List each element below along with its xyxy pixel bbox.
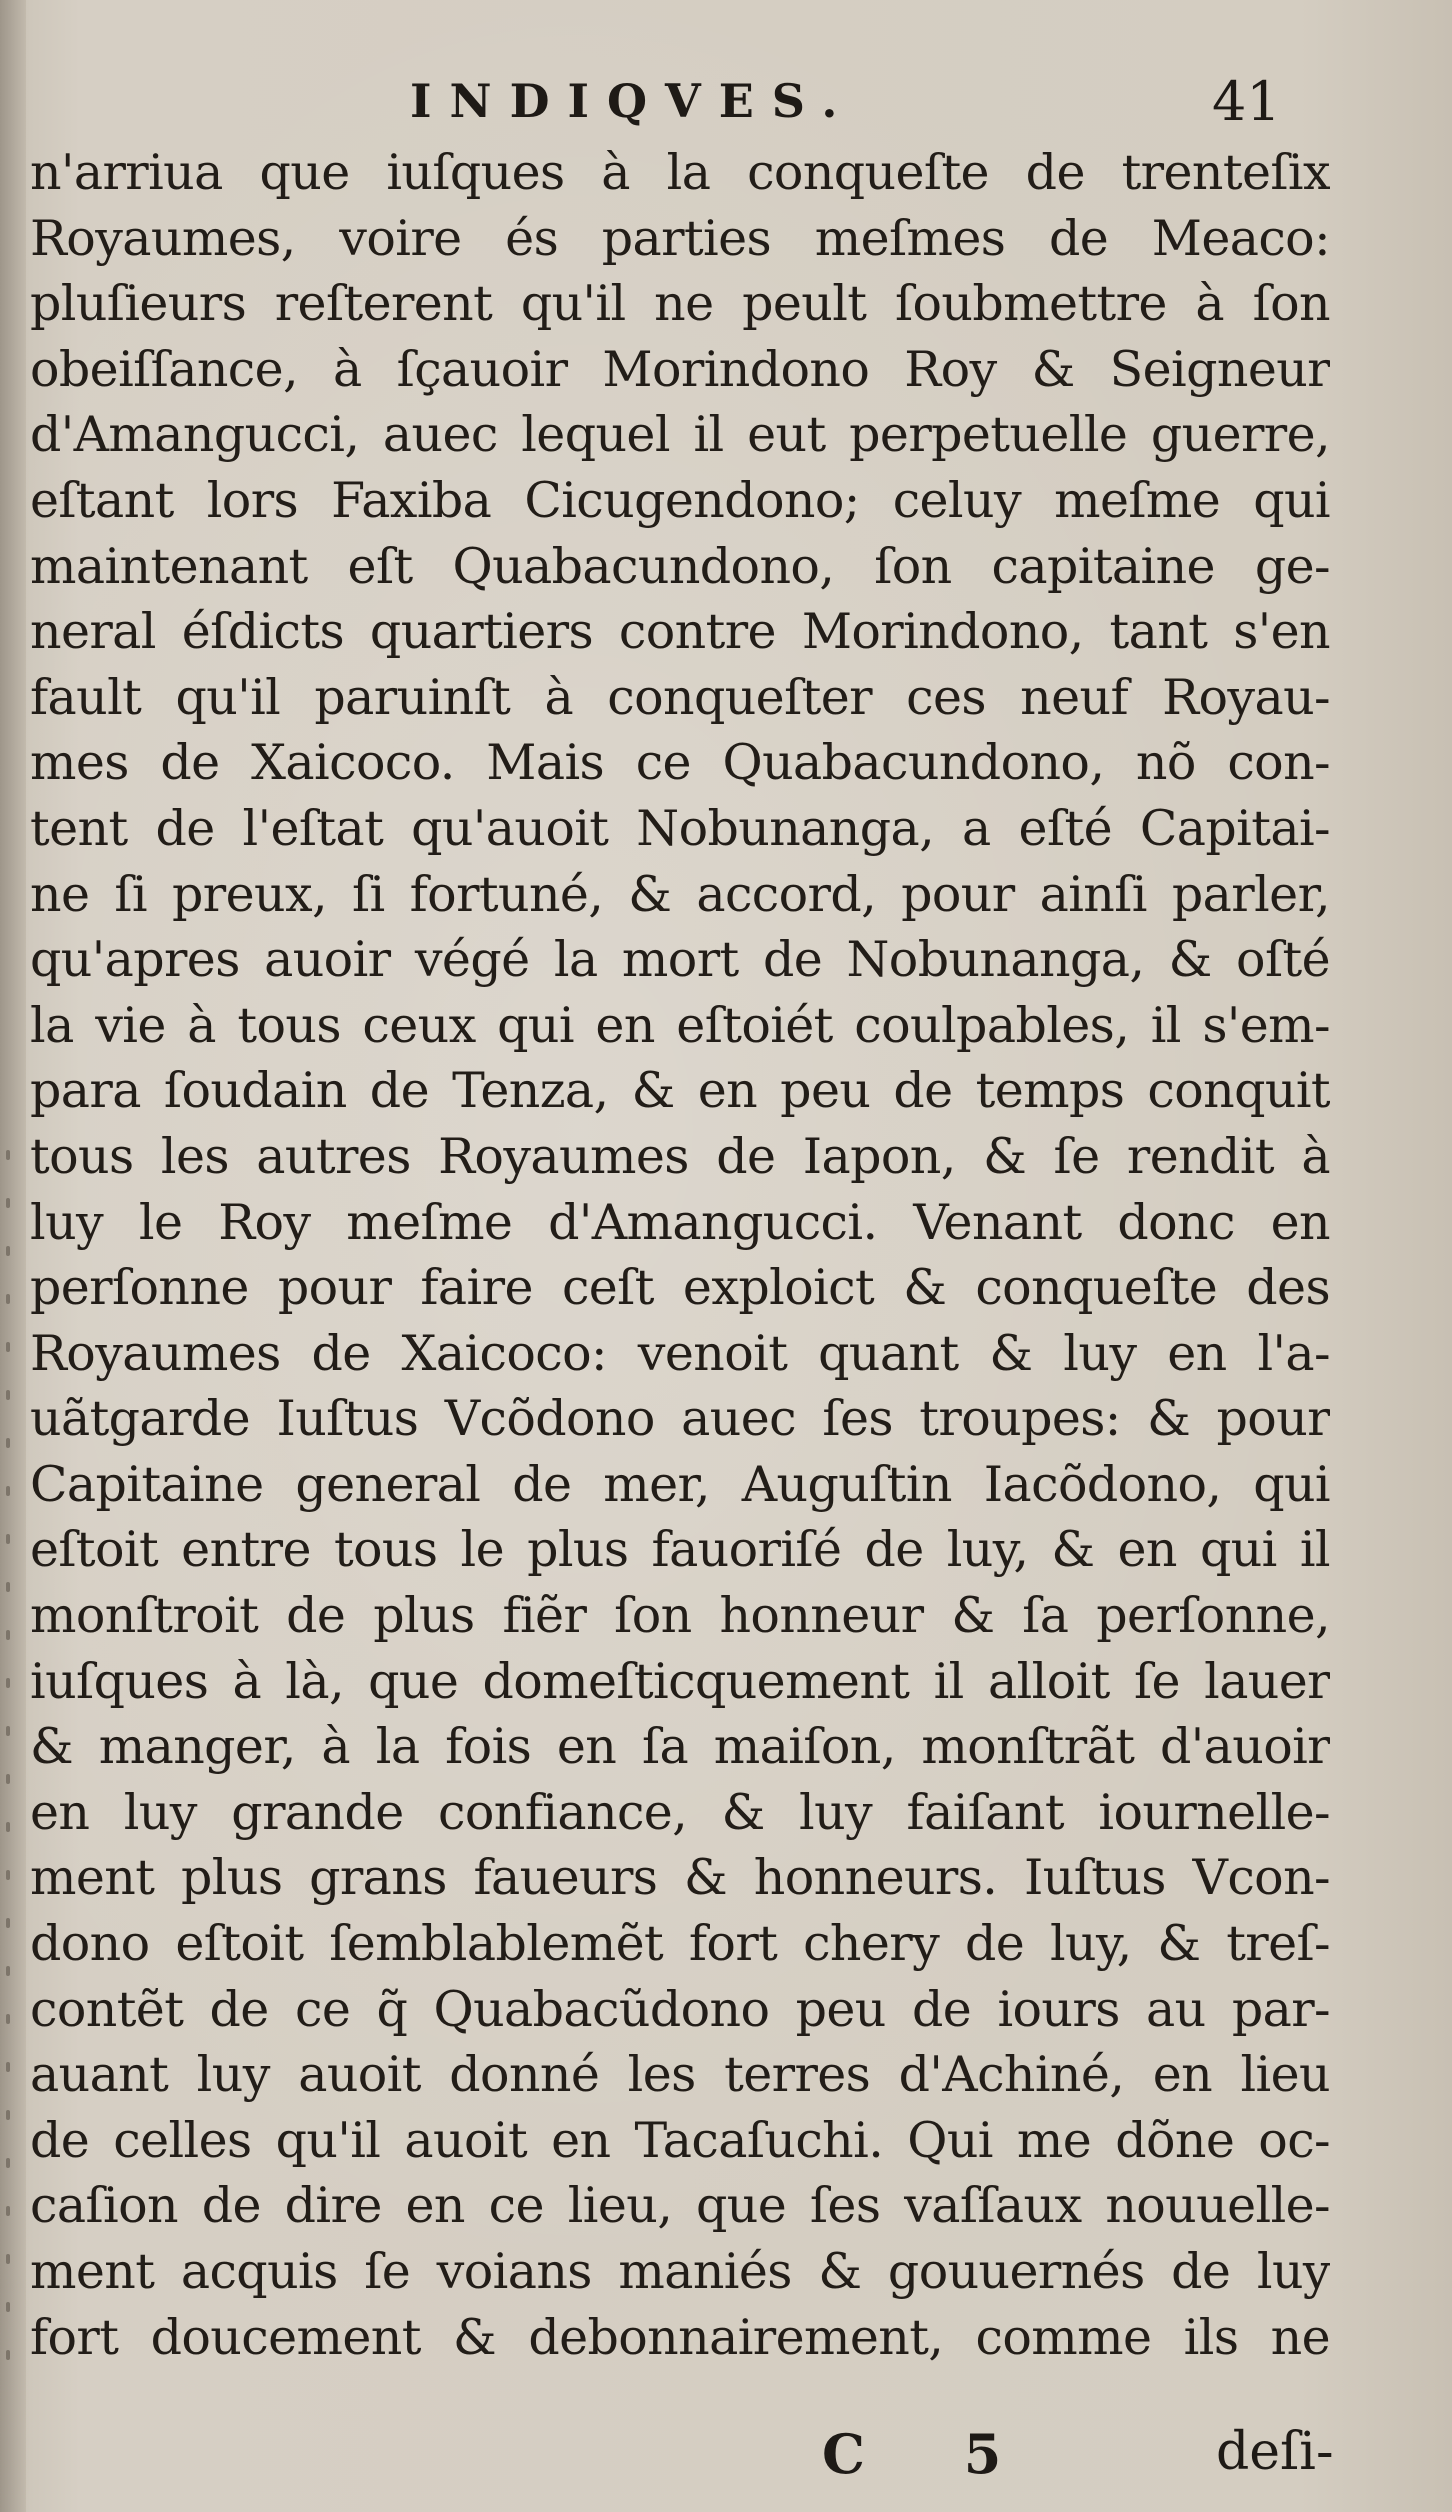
text-line: Royaumes de Xaicoco: venoit quant & luy en l'a- xyxy=(30,1324,1330,1382)
binding-stitch xyxy=(6,1630,10,1640)
text-line: eſtoit entre tous le plus fauoriſé de luy, & en qui il xyxy=(30,1521,1330,1579)
text-line: obeiſſance, à ſçauoir Morindono Roy & Seigneur xyxy=(30,340,1330,398)
text-line: auant luy auoit donné les terres d'Achiné, en lieu xyxy=(30,2046,1330,2104)
text-line: perſonne pour faire ceſt exploict & conqueſte des xyxy=(30,1259,1330,1317)
text-line: & manger, à la fois en ſa maiſon, monſtrãt d'auoir xyxy=(30,1718,1330,1776)
binding-stitch xyxy=(6,1198,10,1208)
binding-stitch xyxy=(6,1774,10,1784)
binding-stitch xyxy=(6,1246,10,1256)
binding-stitch xyxy=(6,2110,10,2120)
text-line: caſion de dire en ce lieu, que ſes vaſſaux nouuelle- xyxy=(30,2177,1330,2235)
text-line: eſtant lors Faxiba Cicugendono; celuy meſme qui xyxy=(30,471,1330,529)
body-text xyxy=(30,140,1330,2370)
text-line: maintenant eſt Quabacundono, ſon capitaine ge- xyxy=(30,537,1330,595)
signature-mark: C 5 xyxy=(822,2422,1042,2486)
binding-stitch xyxy=(6,1534,10,1544)
text-line: tous les autres Royaumes de Iapon, & ſe rendit à xyxy=(30,1127,1330,1185)
binding-stitch xyxy=(6,1918,10,1928)
binding-stitch xyxy=(6,2062,10,2072)
binding-stitch xyxy=(6,1342,10,1352)
text-line: de celles qu'il auoit en Tacaſuchi. Qui me dõne oc- xyxy=(30,2111,1330,2169)
text-line: qu'apres auoir végé la mort de Nobunanga, & oſté xyxy=(30,931,1330,989)
binding-stitch xyxy=(6,1966,10,1976)
binding-stitch xyxy=(6,2014,10,2024)
text-line: ment acquis ſe voians maniés & gouuernés de luy xyxy=(30,2243,1330,2300)
text-line: mes de Xaicoco. Mais ce Quabacundono, nõ con- xyxy=(30,734,1330,792)
binding-stitch xyxy=(6,1822,10,1832)
binding-edge xyxy=(0,0,26,2512)
binding-stitch xyxy=(6,1582,10,1592)
binding-stitch xyxy=(6,1438,10,1448)
binding-stitch xyxy=(6,1870,10,1880)
binding-stitch xyxy=(6,2302,10,2312)
text-line: fort doucement & debonnairement, comme ils ne xyxy=(30,2308,1330,2366)
binding-stitch xyxy=(6,1390,10,1400)
text-line: uãtgarde Iuſtus Vcõdono auec ſes troupes: & pour xyxy=(30,1390,1330,1448)
page-footer xyxy=(0,2422,1452,2492)
catchword: deſi- xyxy=(1216,2422,1334,2482)
text-line: Royaumes, voire és parties meſmes de Meaco: xyxy=(30,209,1330,267)
text-line: iuſques à là, que domeſticquement il alloit ſe lauer xyxy=(30,1652,1330,1710)
text-line: para ſoudain de Tenza, & en peu de temps conquit xyxy=(30,1062,1330,1120)
binding-stitch xyxy=(6,2350,10,2360)
text-line: pluſieurs reſterent qu'il ne peult ſoubmettre à ſon xyxy=(30,275,1330,333)
binding-stitch xyxy=(6,1678,10,1688)
binding-stitch xyxy=(6,2158,10,2168)
binding-stitch xyxy=(6,1726,10,1736)
text-line: dono eſtoit ſemblablemẽt fort chery de luy, & treſ- xyxy=(30,1915,1330,1973)
page-number: 41 xyxy=(1212,70,1281,133)
text-line: luy le Roy meſme d'Amangucci. Venant donc en xyxy=(30,1193,1330,1251)
text-line: ne ſi preux, ſi fortuné, & accord, pour ainſi parler, xyxy=(30,865,1330,923)
text-line: monſtroit de plus fiẽr ſon honneur & ſa perſonne, xyxy=(30,1587,1330,1645)
text-line: fault qu'il paruinſt à conqueſter ces neuf Royau- xyxy=(30,668,1330,726)
text-line: la vie à tous ceux qui en eſtoiét coulpables, il s'em- xyxy=(30,996,1330,1054)
binding-stitch xyxy=(6,1486,10,1496)
text-line: Capitaine general de mer, Auguſtin Iacõdono, qui xyxy=(30,1455,1330,1513)
text-line: neral éſdicts quartiers contre Morindono, tant s'en xyxy=(30,603,1330,661)
binding-stitch xyxy=(6,1150,10,1160)
text-line: ment plus grans faueurs & honneurs. Iuſtus Vcon- xyxy=(30,1849,1330,1907)
text-line: n'arriua que iuſques à la conqueſte de trenteſix xyxy=(30,144,1330,201)
page-header xyxy=(0,70,1452,144)
running-head: INDIQVES. xyxy=(410,74,856,128)
binding-stitch xyxy=(6,1294,10,1304)
binding-stitch xyxy=(6,2206,10,2216)
text-line: en luy grande confiance, & luy faiſant iournelle- xyxy=(30,1783,1330,1841)
text-line: tent de l'eſtat qu'auoit Nobunanga, a eſté Capitai- xyxy=(30,799,1330,857)
text-line: d'Amangucci, auec lequel il eut perpetuelle guerre, xyxy=(30,406,1330,464)
binding-stitch xyxy=(6,2254,10,2264)
text-line: contẽt de ce q̃ Quabacũdono peu de iours au par- xyxy=(30,1980,1330,2038)
